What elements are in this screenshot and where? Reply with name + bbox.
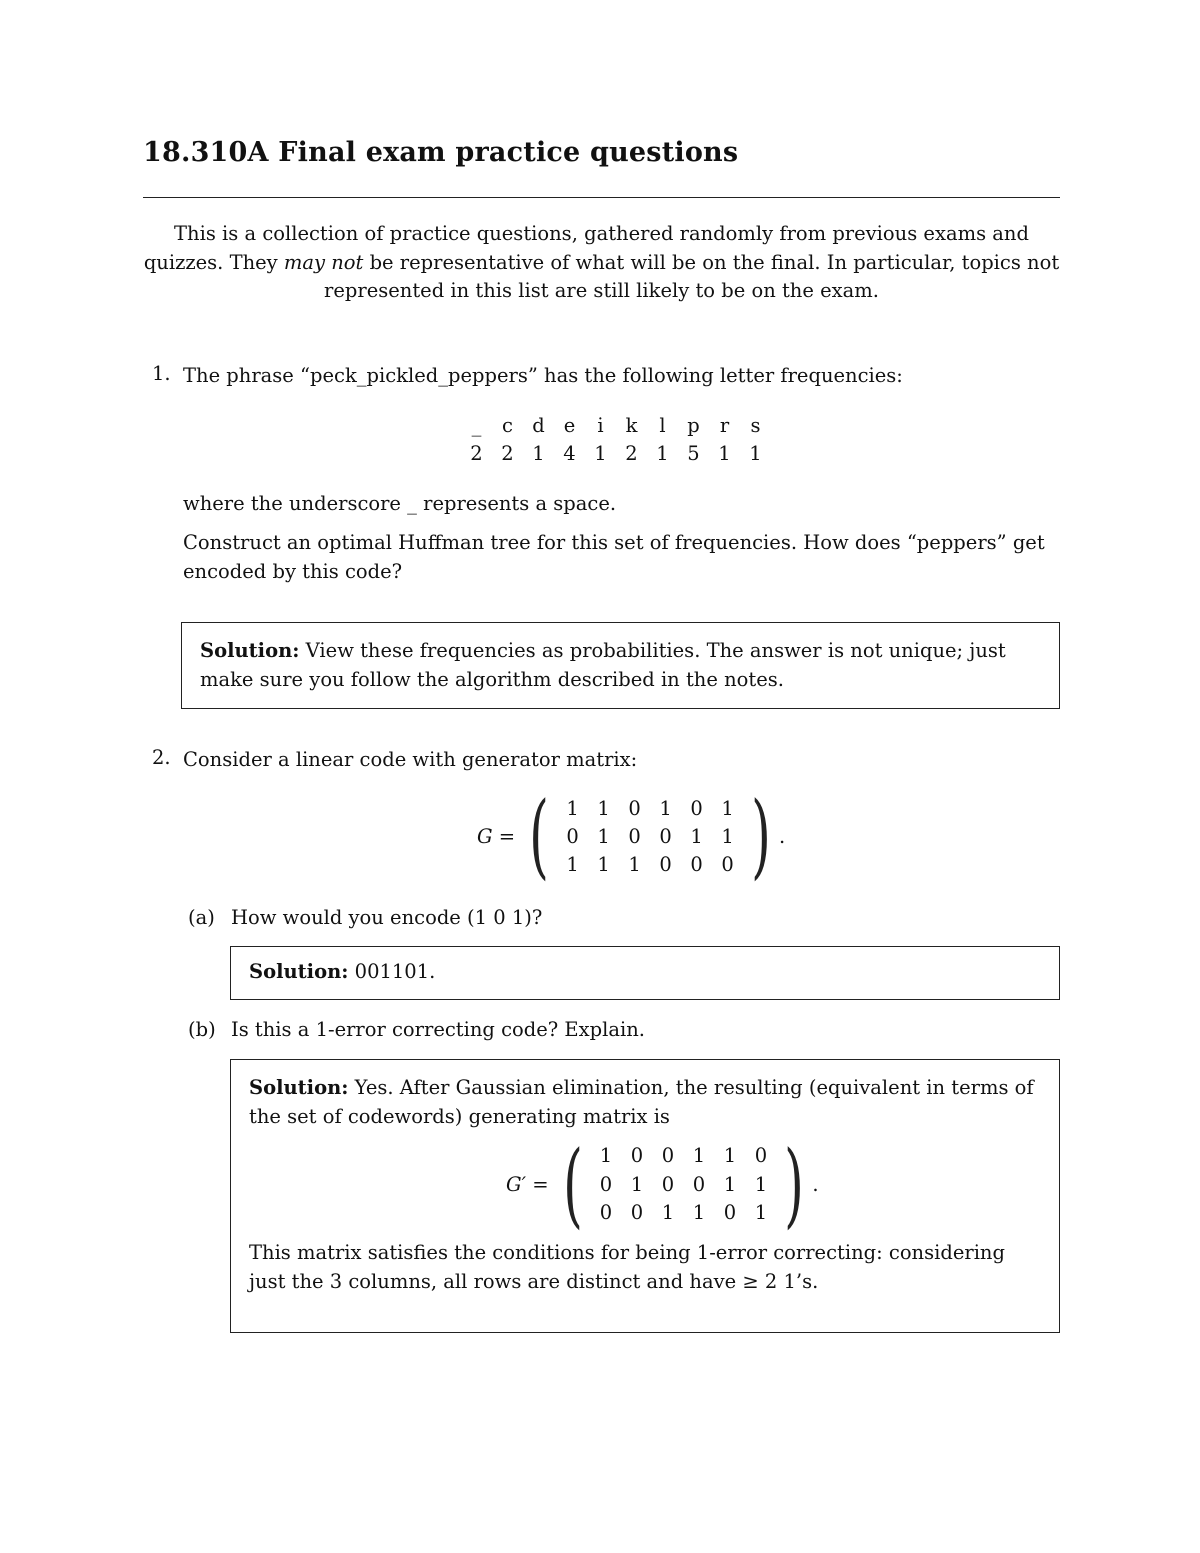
frequency-count: 2: [501, 441, 514, 465]
matrix-entry: 0: [659, 824, 672, 848]
matrix-punct: .: [812, 1172, 819, 1196]
frequency-letter: d: [532, 413, 545, 437]
q1-task: Construct an optimal Huffman tree for this set of frequencies. How does “peppers” get encoded by this code?: [183, 531, 1045, 583]
frequency-count: 1: [718, 441, 731, 465]
matrix-entry: 0: [692, 1172, 706, 1196]
matrix-row: [590, 1142, 776, 1171]
page-title: 18.310A Final exam practice questions: [143, 137, 739, 168]
matrix-label-g: G =: [477, 824, 516, 848]
matrix-entry: 1: [597, 796, 610, 820]
q2b-text: Is this a 1-error correcting code? Explain.: [231, 1018, 645, 1041]
matrix-g-table: [557, 794, 743, 878]
q2b-solution-text: Yes. After Gaussian elimination, the resulting (equivalent in terms of the set of codewords) generating matrix is: [249, 1076, 1034, 1128]
frequency-letter: p: [687, 413, 700, 437]
reduced-matrix: [506, 1131, 1041, 1238]
matrix-row: [590, 1171, 776, 1200]
matrix-entry: 1: [566, 852, 579, 876]
frequency-letter: k: [625, 413, 638, 437]
frequency-letter: i: [597, 413, 604, 437]
matrix-entry: 1: [721, 796, 734, 820]
matrix-entry: 1: [754, 1172, 768, 1196]
matrix-row: [557, 822, 743, 850]
matrix-entry: 1: [692, 1201, 706, 1225]
matrix-punct: .: [778, 824, 786, 848]
frequency-letter: s: [750, 413, 761, 437]
solution-label: Solution:: [249, 1076, 349, 1099]
frequency-count: 5: [687, 441, 700, 465]
matrix-entry: 0: [690, 796, 703, 820]
frequency-table: [461, 411, 771, 467]
intro-paragraph: [143, 220, 1060, 306]
matrix-entry: 0: [566, 824, 579, 848]
frequency-letter: e: [563, 413, 576, 437]
q2-text: Consider a linear code with generator matrix:: [183, 748, 638, 771]
q2a-solution-text: 001101.: [348, 960, 436, 983]
frequency-count: 1: [532, 441, 545, 465]
q1-solution-text: View these frequencies as probabilities. The answer is not unique; just make sure you follow the algorithm described in the notes.: [200, 639, 1006, 691]
matrix-label-gprime: G′ =: [506, 1172, 549, 1196]
q2a-solution-box: [230, 946, 1060, 1000]
matrix-entry: 1: [628, 852, 641, 876]
matrix-entry: 0: [754, 1144, 768, 1168]
matrix-entry: 1: [723, 1172, 737, 1196]
matrix-entry: 1: [599, 1144, 613, 1168]
q1-note: where the underscore _ represents a space.: [183, 492, 617, 515]
solution-label: Solution:: [249, 960, 349, 983]
right-paren: ): [784, 1131, 805, 1238]
matrix-entry: 0: [659, 852, 672, 876]
intro-part1: This is a collection of practice questions, gathered randomly from previous exams and quizzes. They: [143, 222, 1029, 274]
matrix-entry: 0: [630, 1144, 644, 1168]
matrix-entry: 0: [628, 796, 641, 820]
matrix-entry: 0: [628, 824, 641, 848]
matrix-entry: 1: [597, 852, 610, 876]
frequency-count: 2: [470, 441, 483, 465]
q2b-solution-paragraph: [249, 1074, 1041, 1131]
q2b-conclusion: This matrix satisfies the conditions for being 1-error correcting: considering just the 3 columns, all rows are distinct and have ≥ 2 1’s.: [249, 1241, 1005, 1293]
matrix-entry: 0: [661, 1172, 675, 1196]
solution-label: Solution:: [200, 639, 300, 662]
frequency-count: 4: [563, 441, 576, 465]
matrix-entry: 1: [690, 824, 703, 848]
frequency-count: 1: [749, 441, 762, 465]
matrix-entry: 1: [692, 1144, 706, 1168]
frequency-letters-row: [461, 411, 771, 439]
q1-solution-box: [181, 622, 1060, 709]
generator-matrix: [477, 782, 786, 889]
q2b-label: (b): [188, 1018, 216, 1041]
frequency-letter: c: [502, 413, 513, 437]
matrix-row: [557, 850, 743, 878]
left-paren: (: [529, 782, 549, 889]
frequency-letter: _: [471, 413, 482, 437]
matrix-entry: 0: [690, 852, 703, 876]
matrix-entry: 1: [754, 1201, 768, 1225]
matrix-row: [557, 794, 743, 822]
matrix-entry: 1: [723, 1144, 737, 1168]
matrix-row: [590, 1199, 776, 1228]
intro-emphasis: may not: [283, 250, 364, 274]
matrix-entry: 0: [599, 1201, 613, 1225]
frequency-letter: l: [659, 413, 666, 437]
q1-text: The phrase “peck_pickled_peppers” has the following letter frequencies:: [183, 364, 903, 387]
frequency-count: 1: [594, 441, 607, 465]
matrix-entry: 0: [721, 852, 734, 876]
frequency-count: 1: [656, 441, 669, 465]
matrix-entry: 1: [659, 796, 672, 820]
matrix-entry: 1: [661, 1201, 675, 1225]
matrix-entry: 0: [630, 1201, 644, 1225]
matrix-gprime-table: [590, 1142, 776, 1228]
right-paren: ): [751, 782, 771, 889]
q2a-text: How would you encode (1 0 1)?: [231, 906, 543, 929]
frequency-letter: r: [719, 413, 730, 437]
frequency-count: 2: [625, 441, 638, 465]
matrix-entry: 0: [661, 1144, 675, 1168]
q1-number: 1.: [152, 362, 171, 385]
left-paren: (: [562, 1131, 583, 1238]
matrix-entry: 0: [599, 1172, 613, 1196]
q2-number: 2.: [152, 746, 171, 769]
frequency-counts-row: [461, 439, 771, 467]
matrix-entry: 1: [566, 796, 579, 820]
title-rule: [143, 197, 1060, 198]
q2a-label: (a): [188, 906, 215, 929]
matrix-entry: 0: [723, 1201, 737, 1225]
matrix-entry: 1: [721, 824, 734, 848]
intro-part2: be representative of what will be on the final. In particular, topics not represented in this list are still likely to be on the exam.: [324, 250, 1060, 302]
matrix-entry: 1: [630, 1172, 644, 1196]
q2b-solution-box: [230, 1059, 1060, 1333]
matrix-entry: 1: [597, 824, 610, 848]
